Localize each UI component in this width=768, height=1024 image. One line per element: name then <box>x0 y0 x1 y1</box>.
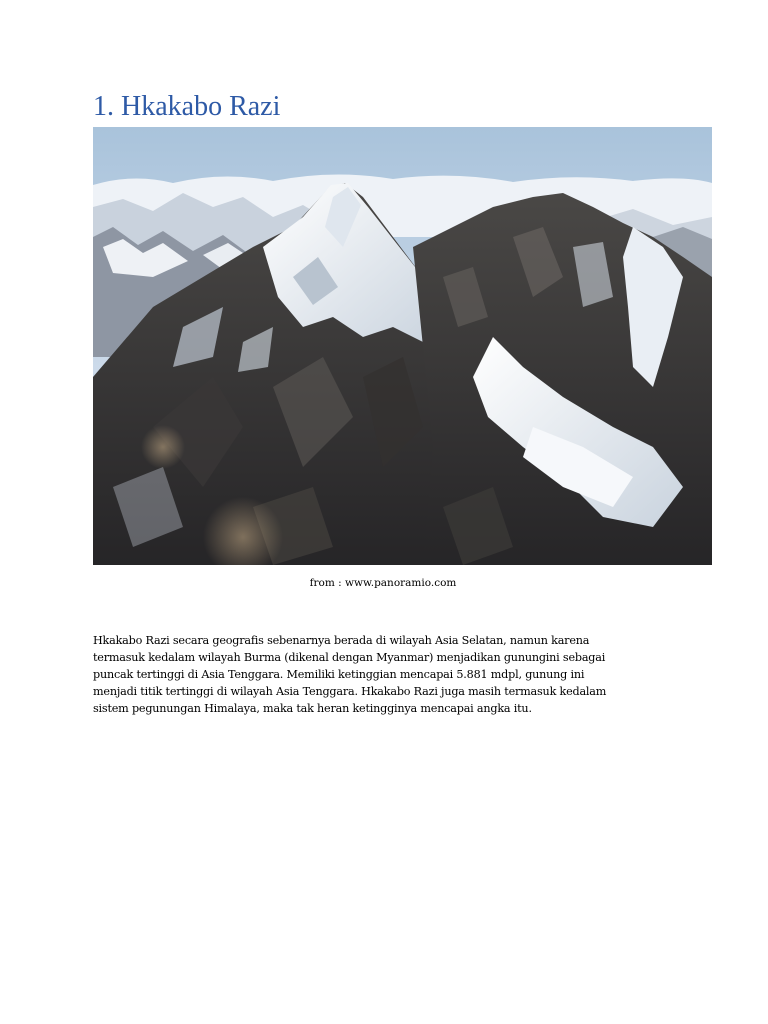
photo-caption: from : www.panoramio.com <box>309 577 457 589</box>
body-line: Hkakabo Razi secara geografis sebenarnya berada di wilayah Asia Selatan, namun karena <box>93 634 590 647</box>
body-line: menjadi titik tertinggi di wilayah Asia Tenggara. Hkakabo Razi juga masih termasuk kedalam <box>93 685 607 698</box>
section-heading: 1. Hkakabo Razi <box>93 91 281 122</box>
body-line: termasuk kedalam wilayah Burma (dikenal dengan Myanmar) menjadikan gunungini sebagai <box>93 651 606 664</box>
body-paragraph <box>93 632 693 717</box>
body-line: sistem pegunungan Himalaya, maka tak heran ketingginya mencapai angka itu. <box>93 702 532 715</box>
body-line: puncak tertinggi di Asia Tenggara. Memiliki ketinggian mencapai 5.881 mdpl, gunung ini <box>93 668 585 681</box>
mountain-photo <box>93 127 712 565</box>
